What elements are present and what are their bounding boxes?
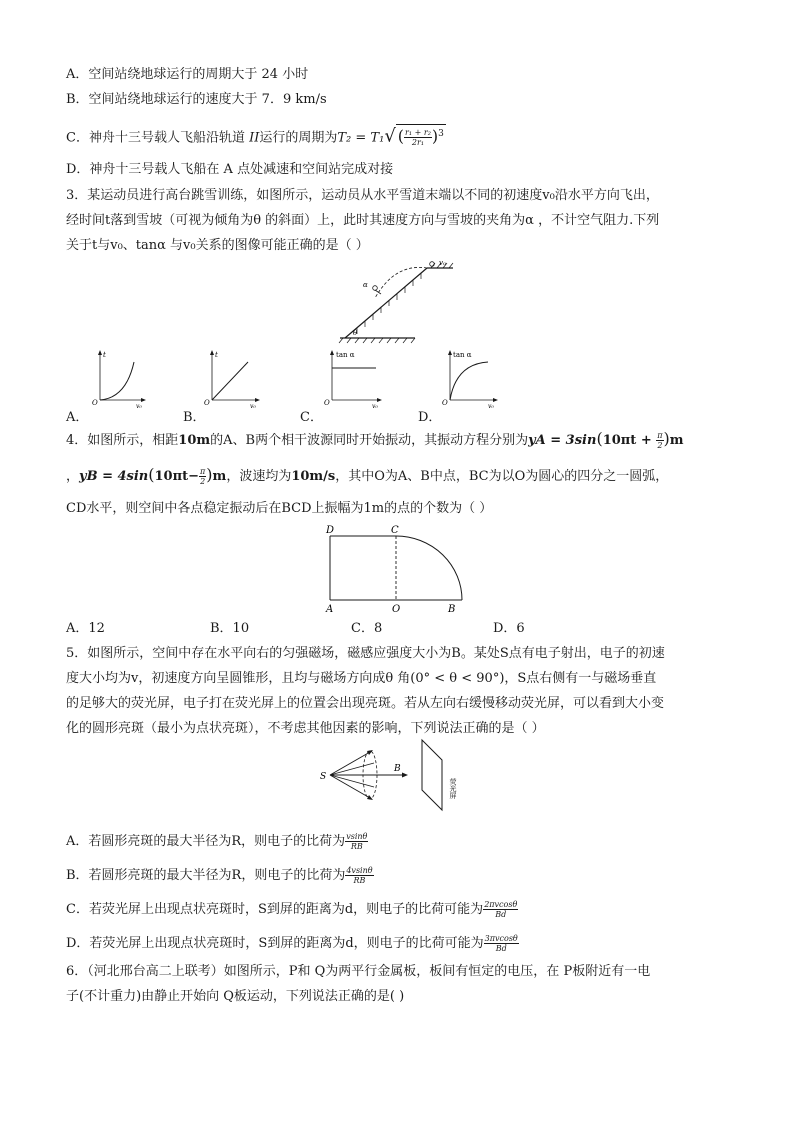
q3-stem-line2: 经时间t落到雪坡（可视为倾角为θ 的斜面）上，此时其速度方向与雪坡的夹角为α ，不计空气阻力.下列 xyxy=(66,213,660,228)
period-formula: T₂ = T₁ xyxy=(337,130,385,146)
svg-text:v₀: v₀ xyxy=(372,403,378,410)
orbit-label: II xyxy=(249,130,260,146)
q4-option-b: B．10 xyxy=(210,621,250,636)
ski-jump-figure xyxy=(335,258,460,348)
svg-text:O: O xyxy=(324,399,330,407)
svg-text:B: B xyxy=(394,764,401,774)
q3-graph-b xyxy=(200,348,262,410)
q2-option-b: B．空间站绕地球运行的速度大于 7．9 km/s xyxy=(66,92,327,107)
svg-text:O: O xyxy=(204,399,210,407)
svg-text:O: O xyxy=(392,604,401,615)
q3-stem-line1: 3．某运动员进行高台跳雪训练，如图所示，运动员从水平雪道末端以不同的初速度v₀沿水平方向飞出， xyxy=(66,188,659,203)
svg-text:t: t xyxy=(215,351,218,359)
q4-arc-figure xyxy=(320,522,470,614)
fig-theta-label: θ xyxy=(353,329,358,337)
q6-stem-line1: 6．（河北邢台高二上联考）如图所示，P和 Q为两平行金属板，板间有恒定的电压，在 P板附近有一电 xyxy=(66,964,651,979)
q3-graph-d xyxy=(438,348,500,410)
q5-stem-line3: 的足够大的荧光屏，电子打在荧光屏上的位置会出现亮斑。若从左向右缓慢移动荧光屏，可以看到大小变 xyxy=(66,696,665,711)
svg-text:S: S xyxy=(320,772,327,782)
period-fraction: $\frac{\text{r₁ + r₂}}{\text{2r₁}}$ xyxy=(405,128,431,148)
q2-option-a: A．空间站绕地球运行的周期大于 24 小时 xyxy=(66,67,309,82)
svg-text:v₀: v₀ xyxy=(488,403,494,410)
q5-option-c: C．若荧光屏上出现点状亮斑时，S到屏的距离为d，则电子的比荷可能为 $\frac{2\pi vcos\theta}{Bd}$ xyxy=(66,900,518,919)
svg-text:O: O xyxy=(442,399,448,407)
fig-v0-label: v₀ xyxy=(439,259,446,267)
svg-text:v₀: v₀ xyxy=(136,403,142,410)
q5-stem-line2: 度大小均为v，初速度方向呈圆锥形，且均与磁场方向成θ 角(0° < θ < 90°)，S点右侧有一与磁场垂直 xyxy=(66,671,657,686)
q4-stem-line2: ，yB = 4sin(10πt− $\frac{\pi}{2}$ )m，波速均为10m/s，其中O为A、B中点，BC为以O为圆心的四分之一圆弧， xyxy=(66,465,669,486)
q3-graph-a-label: A． xyxy=(66,410,89,425)
yB-equation: yB = 4sin xyxy=(79,469,149,484)
q5-stem-line4: 化的圆形亮斑（最小为点状亮斑），不考虑其他因素的影响，下列说法正确的是（ ） xyxy=(66,721,545,736)
q3-graph-a xyxy=(88,348,148,410)
svg-text:t: t xyxy=(103,351,106,359)
svg-text:v₀: v₀ xyxy=(250,403,256,410)
q4-stem-line1: 4．如图所示，相距10m的A、B两个相干波源同时开始振动，其振动方程分别为yA = 3sin(10πt + $\frac{\pi}{2}$ )m xyxy=(66,429,684,450)
q5-option-b: B．若圆形亮斑的最大半径为R，则电子的比荷为 $\frac{4vsin\theta}{RB}$ xyxy=(66,866,373,885)
svg-text:tan α: tan α xyxy=(453,351,472,359)
q6-stem-line2: 子(不计重力)由静止开始向 Q板运动，下列说法正确的是( ) xyxy=(66,989,405,1004)
q4-option-a: A．12 xyxy=(66,621,105,636)
svg-text:B: B xyxy=(448,604,456,615)
svg-text:D: D xyxy=(326,525,335,536)
svg-text:C: C xyxy=(391,525,399,536)
q5-option-a: A．若圆形亮斑的最大半径为R，则电子的比荷为 $\frac{vsin\theta}{RB}$ xyxy=(66,832,368,851)
yA-equation: yA = 3sin xyxy=(528,433,597,448)
svg-text:O: O xyxy=(92,399,98,407)
q4-option-c: C．8 xyxy=(351,621,383,636)
q4-stem-line3: CD水平，则空间中各点稳定振动后在BCD上振幅为1m的点的个数为（ ） xyxy=(66,501,493,516)
q5-stem-line1: 5．如图所示，空间中存在水平向右的匀强磁场，磁感应强度大小为B。某处S点有电子射出，电子的初速 xyxy=(66,646,665,661)
q3-graph-c-label: C． xyxy=(300,410,323,425)
q3-graph-c xyxy=(318,348,386,410)
q3-graph-d-label: D． xyxy=(418,410,442,425)
q2-option-c: C．神舟十三号载人飞船沿轨道 II运行的周期为T₂ = T₁√ ( $\frac{\text{r₁ + r₂}}{\text{2r₁}}$ )$^3$ xyxy=(66,125,444,148)
q2-option-d: D．神舟十三号载人飞船在 A 点处减速和空间站完成对接 xyxy=(66,162,394,177)
q5-cone-figure xyxy=(318,738,478,810)
q4-option-d: D．6 xyxy=(493,621,525,636)
fig-alpha-label: α xyxy=(363,281,368,289)
q3-graph-b-label: B． xyxy=(183,410,206,425)
q3-stem-line3: 关于t与v₀、tanα 与v₀关系的图像可能正确的是（ ） xyxy=(66,238,369,253)
svg-text:A: A xyxy=(326,604,334,615)
q5-option-d: D．若荧光屏上出现点状亮斑时，S到屏的距离为d，则电子的比荷可能为 $\frac{3\pi vcos\theta}{Bd}$ xyxy=(66,934,518,953)
screen-label: 荧光屏 xyxy=(449,778,457,799)
svg-text:tan α: tan α xyxy=(336,351,355,359)
